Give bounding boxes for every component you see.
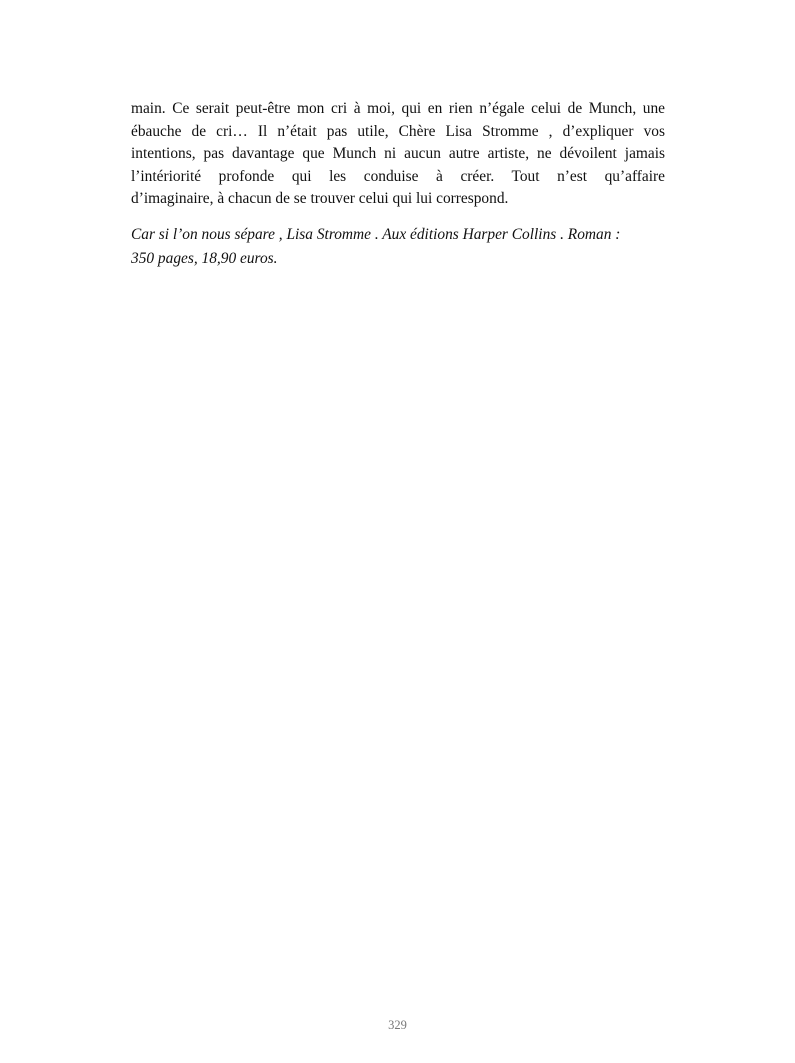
book-reference-caption [131, 223, 671, 271]
page-number: 329 [388, 1018, 407, 1032]
caption-line-2: 350 pages, 18,90 euros. [131, 250, 278, 267]
paragraph-line-1: main. Ce serait peut-être mon cri à moi, qui en rien n’égale celui de Munch, une [131, 100, 665, 117]
paragraph-line-5: d’imaginaire, à chacun de se trouver celui qui lui correspond. [131, 190, 509, 207]
paragraph-line-3: intentions, pas davantage que Munch ni aucun autre artiste, ne dévoilent jamais [131, 145, 665, 162]
paragraph-line-4: l’intériorité profonde qui les conduise à créer. Tout n’est qu’affaire [131, 167, 665, 185]
caption-line-1: Car si l’on nous sépare , Lisa Stromme . Aux éditions Harper Collins . Roman : [131, 226, 621, 243]
body-paragraph [131, 98, 665, 211]
paragraph-line-2: ébauche de cri… Il n’était pas utile, Chère Lisa Stromme , d’expliquer vos [131, 122, 665, 140]
